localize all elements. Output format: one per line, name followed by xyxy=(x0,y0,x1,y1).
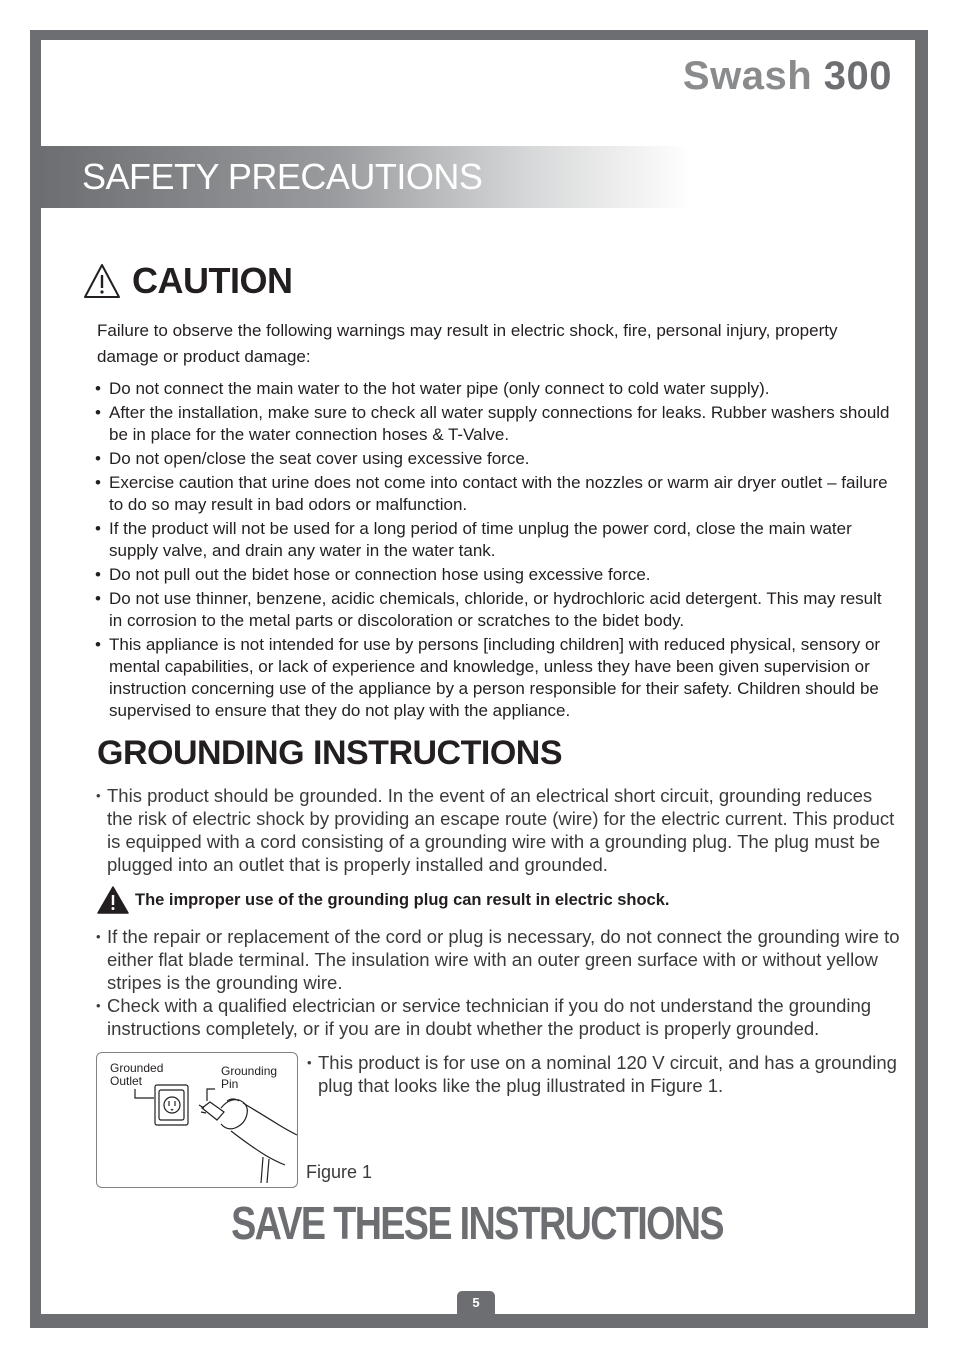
section-banner xyxy=(41,146,691,208)
outlet-plug-drawing xyxy=(97,1053,297,1187)
brand-name: Swash xyxy=(682,54,813,98)
warning-filled-icon xyxy=(97,886,129,914)
figure-1-illustration xyxy=(96,1052,298,1188)
caution-item: • After the installation, make sure to check all water supply connections for leaks. Rubber washers should be in place for the water connection hoses & T-Valve. xyxy=(95,402,895,446)
figure-label-pin-line2: Pin xyxy=(221,1077,239,1091)
caution-item: • Do not use thinner, benzene, acidic chemicals, chloride, or hydrochloric acid detergent. This may result in corrosion to the metal parts or discoloration or scratches to the bidet body. xyxy=(95,588,895,632)
grounding-list-2 xyxy=(96,925,901,1040)
figure-label-pin-line1: Grounding xyxy=(221,1064,278,1078)
caution-intro: Failure to observe the following warnings may result in electric shock, fire, personal injury, property damage or product damage: xyxy=(97,321,838,366)
caution-item: • Do not open/close the seat cover using excessive force. xyxy=(95,448,895,470)
caution-list xyxy=(95,378,895,724)
grounding-heading: GROUNDING INSTRUCTIONS xyxy=(97,734,562,772)
grounding-list-1 xyxy=(96,784,896,876)
figure-label-outlet-line1: Grounded xyxy=(110,1061,164,1075)
brand-logo xyxy=(683,54,892,99)
caution-item: • Do not pull out the bidet hose or connection hose using excessive force. xyxy=(95,564,895,586)
figure-caption: Figure 1 xyxy=(306,1162,373,1182)
caution-triangle-icon xyxy=(82,262,122,300)
caution-item: • Exercise caution that urine does not come into contact with the nozzles or warm air dryer outlet – failure to do so may result in bad odors or malfunction. xyxy=(95,472,895,516)
grounding-item: • Check with a qualified electrician or service technician if you do not understand the grounding instructions completely, or if you are in doubt whether the product is properly grounded. xyxy=(96,994,901,1040)
page-number: 5 xyxy=(457,1291,495,1314)
grounding-item: • This product should be grounded. In the event of an electrical short circuit, grounding reduces the risk of electric shock by providing an escape route (wire) for the electric current. This product is equipped with a cord consisting of a grounding wire with a grounding plug. The plug must be plugged into an outlet that is properly installed and grounded. xyxy=(96,784,896,876)
caution-item: • If the product will not be used for a long period of time unplug the power cord, close the main water supply valve, and drain any water in the water tank. xyxy=(95,518,895,562)
section-title: SAFETY PRECAUTIONS xyxy=(82,156,483,197)
grounding-warning-text: The improper use of the grounding plug can result in electric shock. xyxy=(135,890,670,909)
brand-model: 300 xyxy=(823,54,892,98)
caution-heading: CAUTION xyxy=(132,260,293,301)
caution-heading-row xyxy=(82,260,293,302)
grounding-warning xyxy=(97,886,670,914)
save-instructions-title: SAVE THESE INSTRUCTIONS xyxy=(231,1197,723,1249)
grounding-item: • This product is for use on a nominal 120 V circuit, and has a grounding plug that looks like the plug illustrated in Figure 1. xyxy=(307,1051,902,1097)
figure-label-outlet-line2: Outlet xyxy=(110,1074,143,1088)
grounding-list-3 xyxy=(307,1051,902,1097)
grounding-item: • If the repair or replacement of the cord or plug is necessary, do not connect the grounding wire to either flat blade terminal. The insulation wire with an outer green surface with or without yellow stripes is the grounding wire. xyxy=(96,925,901,994)
caution-item: • Do not connect the main water to the hot water pipe (only connect to cold water supply). xyxy=(95,378,895,400)
caution-item: • This appliance is not intended for use by persons [including children] with reduced physical, sensory or mental capabilities, or lack of experience and knowledge, unless they have been given supervision or instruction concerning use of the appliance by a person responsible for their safety. Children should be supervised to ensure that they do not play with the appliance. xyxy=(95,634,895,722)
